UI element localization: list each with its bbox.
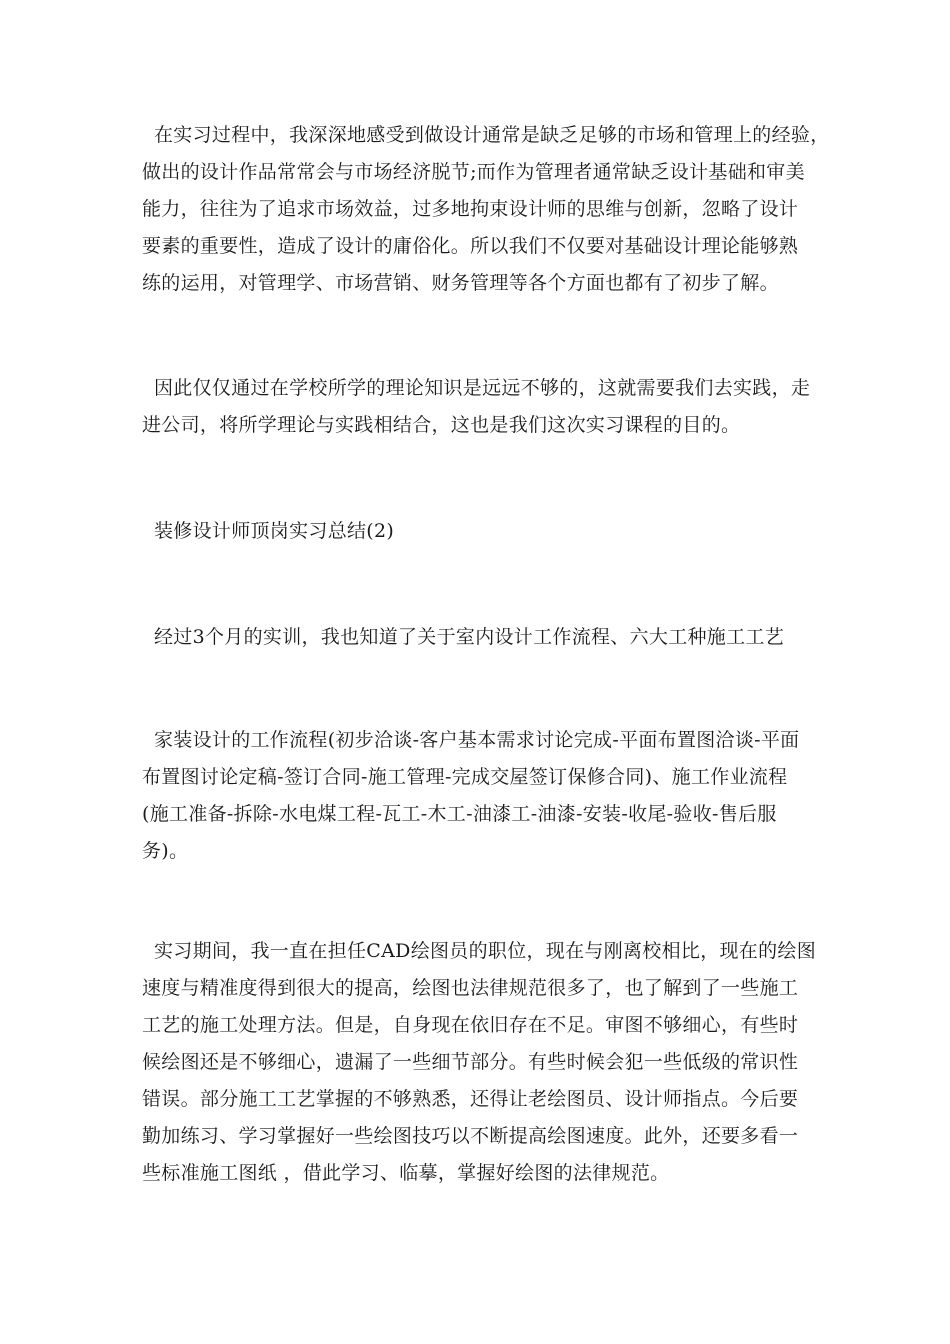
text-line: 因此仅仅通过在学校所学的理论知识是远远不够的，这就需要我们去实践，走 [154, 377, 811, 399]
text-line: 实习期间，我一直在担任CAD绘图员的职位，现在与刚离校相比，现在的绘图 [154, 940, 816, 962]
text-line: 速度与精准度得到很大的提高，绘图也法律规范很多了，也了解到了一些施工 [142, 977, 799, 999]
text-line: 练的运用，对管理学、市场营销、财务管理等各个方面也都有了初步了解。 [142, 272, 779, 294]
text-line: 家装设计的工作流程(初步洽谈-客户基本需求讨论完成-平面布置图洽谈-平面 [154, 729, 800, 751]
text-line: 能力，往往为了追求市场效益，过多地拘束设计师的思维与创新，忽略了设计 [142, 198, 799, 220]
text-line: 勤加练习、学习掌握好一些绘图技巧以不断提高绘图速度。此外，还要多看一 [142, 1125, 799, 1147]
paragraph-5 [142, 933, 822, 1192]
section-heading [142, 513, 822, 550]
text-line: 要素的重要性，造成了设计的庸俗化。所以我们不仅要对基础设计理论能够熟 [142, 235, 799, 257]
text-line: 进公司，将所学理论与实践相结合，这也是我们这次实习课程的目的。 [142, 414, 741, 436]
text-line: 错误。部分施工工艺掌握的不够熟悉，还得让老绘图员、设计师指点。今后要 [142, 1088, 799, 1110]
paragraph-3 [142, 619, 822, 656]
paragraph-1 [142, 117, 830, 302]
text-line: (施工准备-拆除-水电煤工程-瓦工-木工-油漆工-油漆-安装-收尾-验收-售后服 [142, 803, 777, 825]
text-line: 做出的设计作品常常会与市场经济脱节;而作为管理者通常缺乏设计基础和审美 [142, 161, 805, 183]
text-line: 候绘图还是不够细心，遗漏了一些细节部分。有些时候会犯一些低级的常识性 [142, 1051, 799, 1073]
heading-text: 装修设计师顶岗实习总结(2) [154, 520, 395, 542]
text-line: 些标准施工图纸 ，借此学习、临摹，掌握好绘图的法律规范。 [142, 1162, 670, 1184]
paragraph-4 [142, 722, 822, 870]
text-line: 务)。 [142, 840, 189, 862]
paragraph-2 [142, 370, 822, 444]
text-line: 工艺的施工处理方法。但是，自身现在依旧存在不足。审图不够细心，有些时 [142, 1014, 799, 1036]
text-line: 在实习过程中，我深深地感受到做设计通常是缺乏足够的市场和管理上的经验， [154, 124, 830, 146]
text-line: 布置图讨论定稿-签订合同-施工管理-完成交屋签订保修合同)、施工作业流程 [142, 766, 788, 788]
text-line: 经过3个月的实训，我也知道了关于室内设计工作流程、六大工种施工工艺 [154, 626, 784, 648]
